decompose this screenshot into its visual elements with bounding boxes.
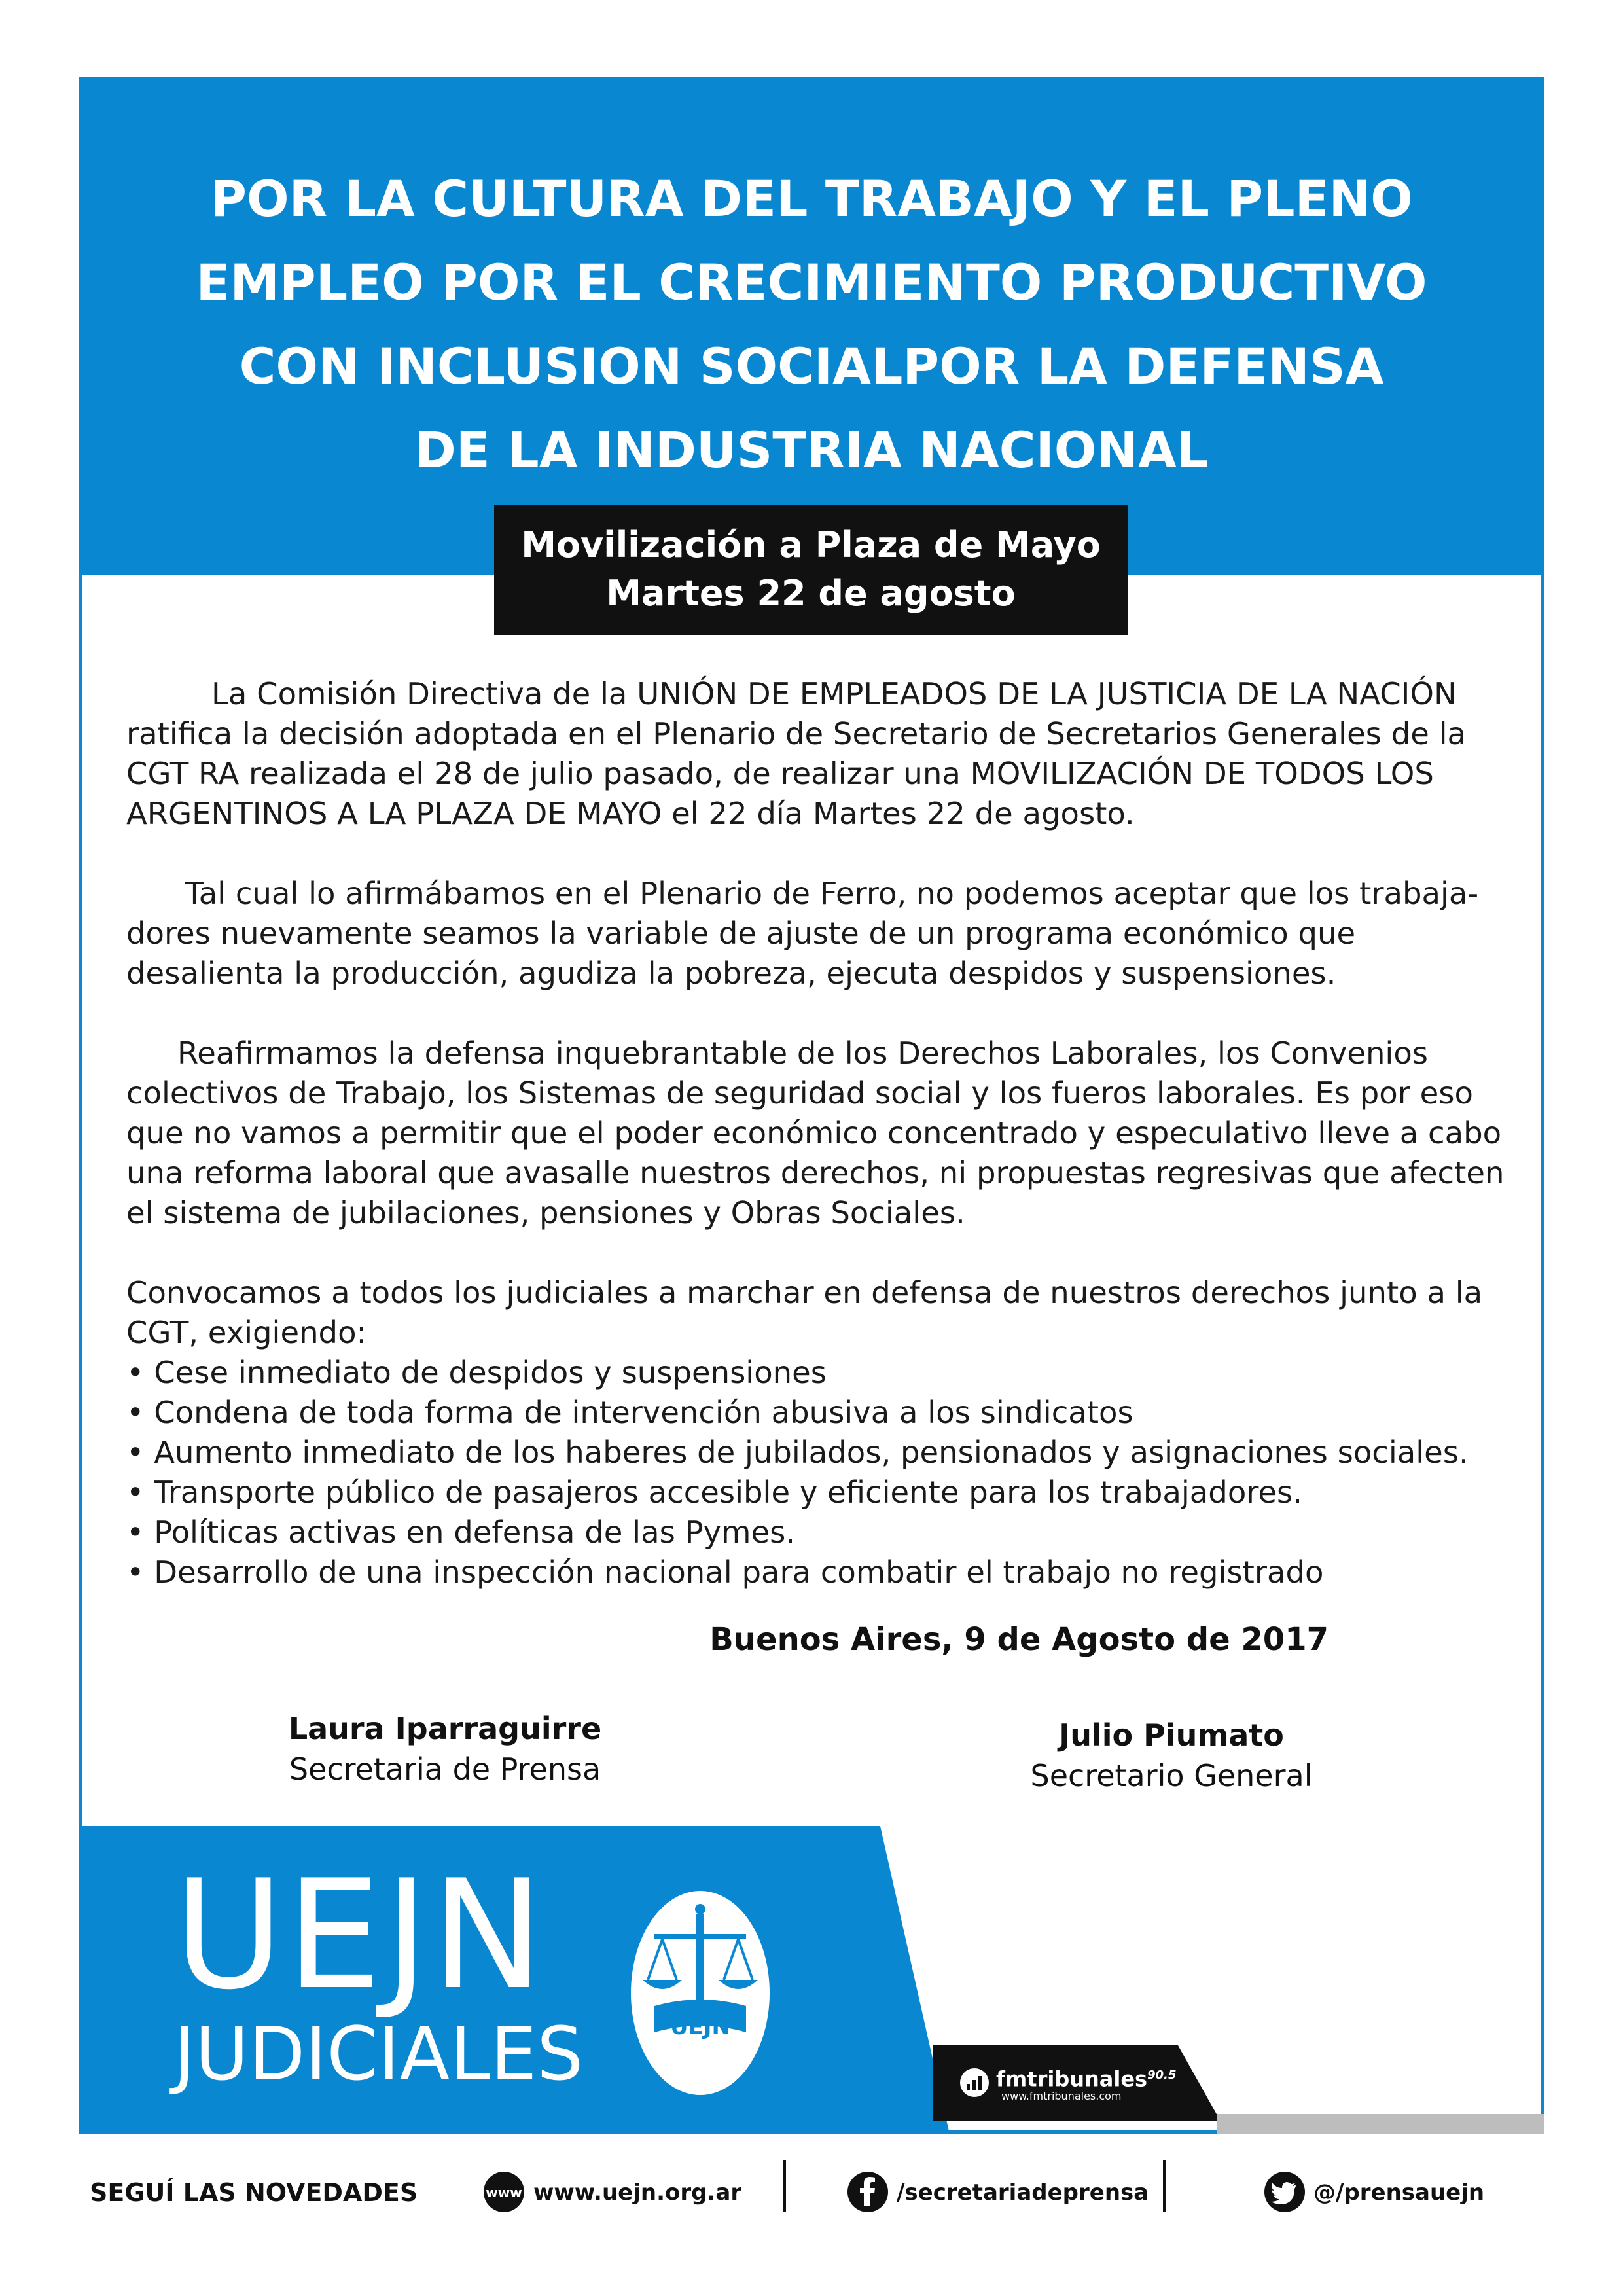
headline-line-1: POR LA CULTURA DEL TRABAJO Y EL PLENO <box>210 170 1413 228</box>
radio-name <box>996 2063 1192 2092</box>
list-item: • Políticas activas en defensa de las Pymes. <box>126 1513 1520 1552</box>
facebook-link[interactable]: /secretariadeprensa <box>897 2179 1149 2206</box>
www-icon <box>482 2170 526 2214</box>
headline-line-2: EMPLEO POR EL CRECIMIENTO PRODUCTIVO <box>196 253 1427 312</box>
follow-label: SEGUÍ LAS NOVEDADES <box>90 2178 418 2207</box>
event-title: Movilización a Plaza de Mayo <box>521 524 1101 565</box>
brand-logo-sub: JUDICIALES <box>173 2012 584 2097</box>
list-item: • Cese inmediato de despidos y suspensiones <box>126 1353 1520 1393</box>
divider <box>783 2160 786 2212</box>
headline-line-3: CON INCLUSION SOCIALPOR LA DEFENSA <box>239 337 1384 395</box>
place-date: Buenos Aires, 9 de Agosto de 2017 <box>709 1621 1329 1658</box>
headline-line-4: DE LA INDUSTRIA NACIONAL <box>414 421 1209 479</box>
paragraph-2 <box>126 874 1520 994</box>
signature-left <box>249 1708 641 1789</box>
emblem-label: UEJN <box>670 2014 730 2040</box>
brand-logo-main: UEJN <box>173 1848 546 2023</box>
demands-list <box>126 1353 1520 1592</box>
twitter-link[interactable]: @/prensauejn <box>1313 2179 1485 2206</box>
signer-name-right: Julio Piumato <box>1059 1717 1284 1753</box>
paragraph-4: Convocamos a todos los judiciales a marchar en defensa de nuestros derechos junto a la CGT, exigiendo: <box>126 1275 1483 1350</box>
divider <box>1163 2160 1166 2212</box>
grey-bar <box>1217 2114 1544 2134</box>
radio-signal-icon <box>959 2067 990 2098</box>
signer-role-left: Secretaria de Prensa <box>289 1751 601 1787</box>
signer-role-right: Secretario General <box>1030 1758 1313 1793</box>
radio-name-text: fmtribunales <box>996 2066 1148 2092</box>
event-date: Martes 22 de agosto <box>606 573 1016 614</box>
headline <box>98 157 1525 492</box>
paragraph-1-text: La Comisión Directiva de la UNIÓN DE EMPLEADOS DE LA JUSTICIA DE LA NACIÓN ratifica la decisión adoptada en el Plenario de Secretario de Secretarios Generales de la CGT RA realizada el 28 de julio pasado, de realizar una MOVILIZACIÓN DE TODOS LOS ARGENTINOS A LA PLAZA DE MAYO el 22 día Martes 22 de agosto. <box>126 676 1467 831</box>
letter-body <box>126 674 1520 1592</box>
paragraph-3 <box>126 1033 1520 1233</box>
radio-url: www.fmtribunales.com <box>1001 2090 1122 2102</box>
signature-right <box>962 1715 1381 1796</box>
paragraph-2-text: Tal cual lo afirmábamos en el Plenario de Ferro, no podemos aceptar que los trabaja-dores nuevamente seamos la variable de ajuste de un programa económico que desalienta la producción, agudiza la pobreza, ejecuta despidos y suspensiones. <box>126 876 1479 991</box>
signer-name-left: Laura Iparraguirre <box>288 1711 602 1746</box>
facebook-icon <box>846 2170 889 2214</box>
scales-of-justice-icon <box>628 1888 772 2098</box>
event-box <box>494 505 1128 635</box>
list-item: • Desarrollo de una inspección nacional para combatir el trabajo no registrado <box>126 1552 1520 1592</box>
paragraph-3-text: Reafirmamos la defensa inquebrantable de los Derechos Laborales, los Convenios colectivos de Trabajo, los Sistemas de seguridad social y los fueros laborales. Es por eso que no vamos a permitir que el poder económico concentrado y especulativo lleve a cabo una reforma laboral que avasalle nuestros derechos, ni propuestas regresivas que afecten el sistema de jubilaciones, pensiones y Obras Sociales. <box>126 1035 1505 1230</box>
paragraph-1 <box>126 674 1520 834</box>
website-link[interactable]: www.uejn.org.ar <box>533 2179 742 2206</box>
list-item: • Aumento inmediato de los haberes de jubilados, pensionados y asignaciones sociales. <box>126 1433 1520 1473</box>
list-item: • Condena de toda forma de intervención abusiva a los sindicatos <box>126 1393 1520 1433</box>
www-icon-text: www <box>486 2185 522 2200</box>
list-item: • Transporte público de pasajeros accesible y eficiente para los trabajadores. <box>126 1473 1520 1513</box>
twitter-icon <box>1263 2170 1306 2214</box>
radio-frequency: 90.5 <box>1147 2068 1177 2082</box>
